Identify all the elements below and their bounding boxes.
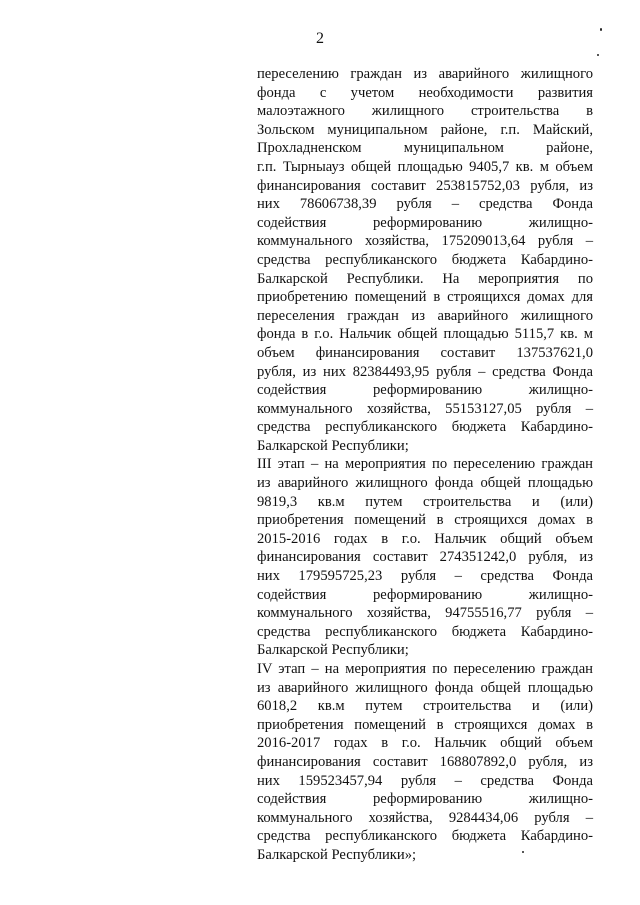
text-line: Зольском муниципальном районе, г.п. Майский,	[257, 121, 593, 138]
text-line: средства республиканского бюджета Кабардино-	[257, 623, 593, 640]
text-line: средства республиканского бюджета Кабардино-	[257, 251, 593, 268]
paragraph	[257, 455, 593, 660]
text-line: малоэтажного жилищного строительства в	[257, 103, 593, 120]
text-line: содействия реформированию жилищно-	[257, 214, 593, 231]
text-line: III этап – на мероприятия по переселению граждан	[257, 456, 593, 473]
text-line: приобретения помещений в строящихся домах в	[257, 716, 593, 733]
text-line: 9819,3 кв.м путем строительства и (или)	[257, 493, 593, 510]
text-line: приобретению помещений в строящихся домах для	[257, 289, 593, 306]
text-line: содействия реформированию жилищно-	[257, 791, 593, 808]
text-line: Балкарской Республики. На мероприятия по	[257, 270, 593, 287]
document-body	[257, 65, 593, 865]
text-line: Балкарской Республики;	[257, 437, 409, 454]
text-line: них 159523457,94 рубля – средства Фонда	[257, 772, 593, 789]
text-line: приобретения помещений в строящихся домах в	[257, 512, 593, 529]
text-line: содействия реформированию жилищно-	[257, 382, 593, 399]
text-line: средства республиканского бюджета Кабардино-	[257, 419, 593, 436]
page-number: 2	[316, 30, 324, 47]
text-line: средства республиканского бюджета Кабардино-	[257, 828, 593, 845]
text-line: переселения граждан из аварийного жилищного	[257, 307, 593, 324]
text-line: финансирования составит 253815752,03 рубля, из	[257, 177, 593, 194]
text-line: 2015-2016 годах в г.о. Нальчик общий объем	[257, 530, 593, 547]
text-line: Балкарской Республики;	[257, 642, 409, 659]
text-line: г.п. Тырныауз общей площадью 9405,7 кв. м объем	[257, 158, 593, 175]
text-line: Прохладненском муниципальном районе,	[257, 140, 593, 157]
text-line: содействия реформированию жилищно-	[257, 586, 593, 603]
scan-speck	[600, 28, 602, 31]
text-line: коммунального хозяйства, 175209013,64 рубля –	[257, 233, 593, 250]
text-line: финансирования составит 168807892,0 рубля, из	[257, 753, 593, 770]
text-line: 6018,2 кв.м путем строительства и (или)	[257, 698, 593, 715]
text-line: фонда в г.о. Нальчик общей площадью 5115,7 кв. м	[257, 326, 593, 343]
text-line: них 179595725,23 рубля – средства Фонда	[257, 568, 593, 585]
text-line: коммунального хозяйства, 9284434,06 рубля –	[257, 809, 593, 826]
text-line: Балкарской Республики»;	[257, 846, 417, 863]
text-line: фонда с учетом необходимости развития	[257, 84, 593, 101]
text-line: IV этап – на мероприятия по переселению граждан	[257, 661, 593, 677]
text-line: них 78606738,39 рубля – средства Фонда	[257, 196, 593, 213]
paragraph	[257, 65, 593, 455]
text-line: рубля, из них 82384493,95 рубля – средства Фонда	[257, 363, 593, 380]
text-line: 2016-2017 годах в г.о. Нальчик общий объем	[257, 735, 593, 752]
text-line: коммунального хозяйства, 55153127,05 рубля –	[257, 400, 593, 417]
paragraph	[257, 660, 593, 865]
scan-speck	[522, 851, 524, 853]
text-line: из аварийного жилищного фонда общей площадью	[257, 475, 593, 492]
text-line: переселению граждан из аварийного жилищного	[257, 66, 593, 82]
text-line: финансирования составит 274351242,0 рубля, из	[257, 549, 593, 566]
text-line: объем финансирования составит 137537621,0	[257, 344, 593, 361]
text-line: из аварийного жилищного фонда общей площадью	[257, 679, 593, 696]
scan-speck	[597, 54, 599, 56]
text-line: коммунального хозяйства, 94755516,77 рубля –	[257, 605, 593, 622]
